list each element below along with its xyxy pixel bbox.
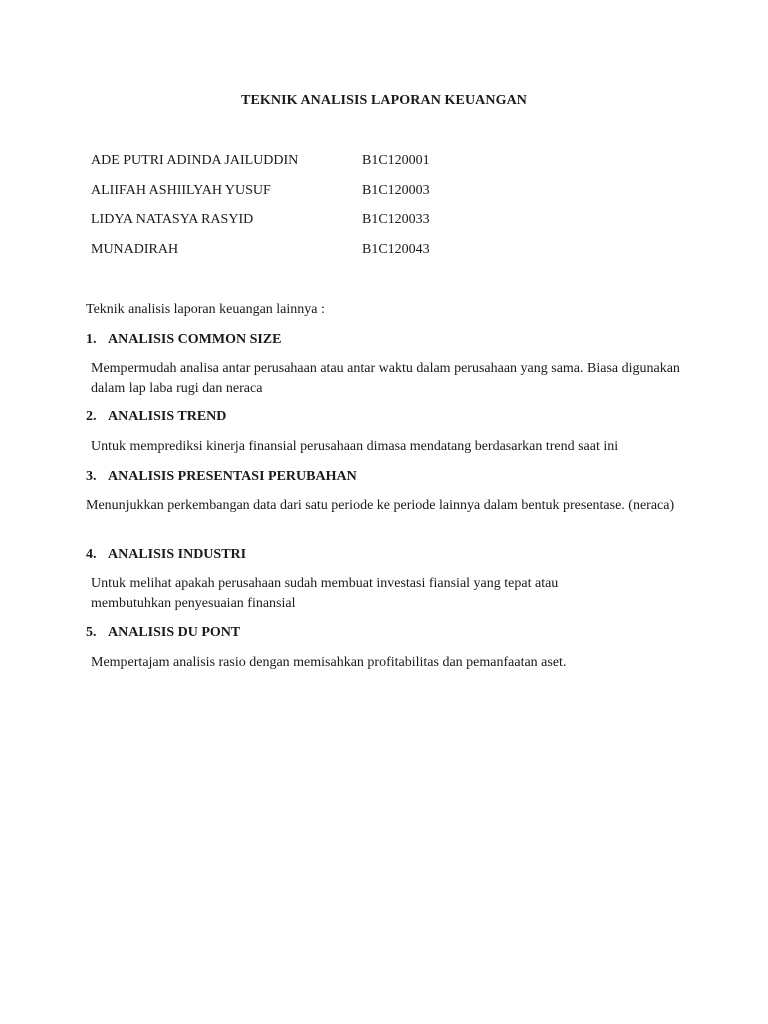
section-heading-presentasi-perubahan <box>86 467 357 487</box>
member-nim: B1C120033 <box>362 212 430 227</box>
section-heading-trend <box>86 407 226 427</box>
member-row <box>91 210 430 240</box>
section-heading-du-pont <box>86 623 240 643</box>
section-title: ANALISIS COMMON SIZE <box>108 332 282 347</box>
section-number: 4. <box>86 547 97 562</box>
member-list <box>91 151 430 269</box>
member-row <box>91 181 430 211</box>
section-number: 2. <box>86 409 97 424</box>
section-body-industri: Untuk melihat apakah perusahaan sudah membuat investasi fiansial yang tepat atau membutuhkan penyesuaian finansial <box>91 576 559 611</box>
section-title: ANALISIS TREND <box>108 409 227 424</box>
section-heading-industri <box>86 545 246 565</box>
section-body-du-pont: Mempertajam analisis rasio dengan memisahkan profitabilitas dan pemanfaatan aset. <box>91 655 567 670</box>
member-name: ADE PUTRI ADINDA JAILUDDIN <box>91 153 299 168</box>
member-name: MUNADIRAH <box>91 241 179 257</box>
document-title: TEKNIK ANALISIS LAPORAN KEUANGAN <box>241 93 527 108</box>
section-title: ANALISIS INDUSTRI <box>108 547 247 562</box>
intro-text: Teknik analisis laporan keuangan lainnya : <box>86 302 325 317</box>
section-title: ANALISIS DU PONT <box>108 625 241 640</box>
section-heading-common-size <box>86 330 281 350</box>
member-name: ALIIFAH ASHIILYAH YUSUF <box>91 182 271 198</box>
section-number: 5. <box>86 625 97 640</box>
section-body-trend: Untuk memprediksi kinerja finansial perusahaan dimasa mendatang berdasarkan trend saat ini <box>91 439 619 454</box>
section-number: 3. <box>86 469 97 484</box>
member-nim: B1C120043 <box>362 241 430 257</box>
member-nim: B1C120001 <box>362 153 430 168</box>
member-row <box>91 240 430 270</box>
section-title: ANALISIS PRESENTASI PERUBAHAN <box>108 469 357 484</box>
section-body-presentasi-perubahan: Menunjukkan perkembangan data dari satu periode ke periode lainnya dalam bentuk presentase. (neraca) <box>86 498 675 513</box>
member-row <box>91 151 430 181</box>
member-name: LIDYA NATASYA RASYID <box>91 212 254 227</box>
section-body-common-size: Mempermudah analisa antar perusahaan atau antar waktu dalam perusahaan yang sama. Biasa digunakan dalam lap laba rugi dan neraca <box>91 361 680 396</box>
section-number: 1. <box>86 332 97 347</box>
member-nim: B1C120003 <box>362 182 430 198</box>
